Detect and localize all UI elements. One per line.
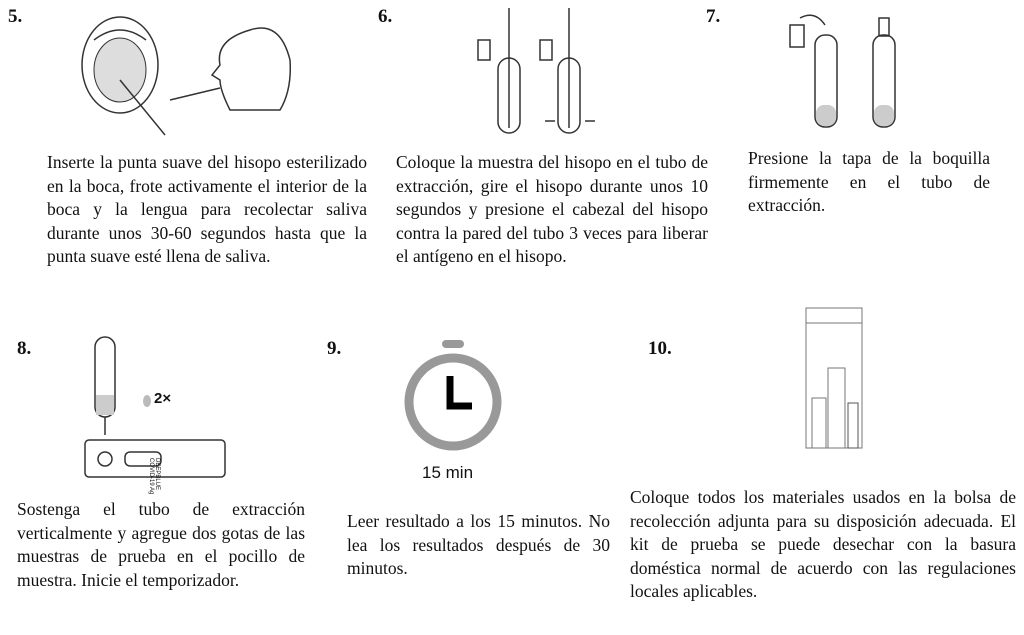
step-10-text: Coloque todos los materiales usados en la bolsa de recolección adjunta para su disposición adecuada. El kit de prueba se puede desechar con la basura doméstica normal de acuerdo con las regulaciones locales aplicables. — [630, 487, 1016, 601]
timer-label: 15 min — [422, 463, 474, 482]
step-8-text: Sostenga el tubo de extracción verticalmente y agregue dos gotas de las muestras de prueba en el pocillo de muestra. Inicie el temporizador. — [17, 499, 305, 590]
step-7-text: Presione la tapa de la boquilla firmemente en el tubo de extracción. — [748, 148, 990, 215]
step-10-number: 10. — [648, 338, 672, 359]
timer-icon — [400, 338, 510, 458]
nozzle-cap-illustration — [785, 10, 915, 130]
disposal-bag-illustration — [800, 303, 890, 453]
drops-count-label: 2× — [154, 390, 172, 407]
step-7-number: 7. — [706, 6, 721, 27]
step-9-text: Leer resultado a los 15 minutos. No lea los resultados después de 30 minutos. — [347, 511, 610, 578]
cassette-label: DEEPBLUE COVID-19 Ag — [148, 458, 160, 495]
step-6-text: Coloque la muestra del hisopo en el tubo de extracción, gire el hisopo durante unos 10 segundos y presione el cabezal del hisopo contra la pared del tubo 3 veces para liberar el antígeno en el hisopo. — [396, 152, 708, 266]
step-8-number: 8. — [17, 338, 32, 359]
step-5-text: Inserte la punta suave del hisopo esterilizado en la boca, frote activamente el interior de la boca y la lengua para recolectar saliva durante unos 30-60 segundos hasta que la punta suave esté llena de saliva. — [47, 152, 367, 266]
step-6-number: 6. — [378, 6, 393, 27]
mouth-swab-illustration — [80, 10, 300, 140]
step-5-number: 5. — [8, 6, 23, 27]
step-9-number: 9. — [327, 338, 342, 359]
tube-swab-illustration — [470, 8, 600, 143]
